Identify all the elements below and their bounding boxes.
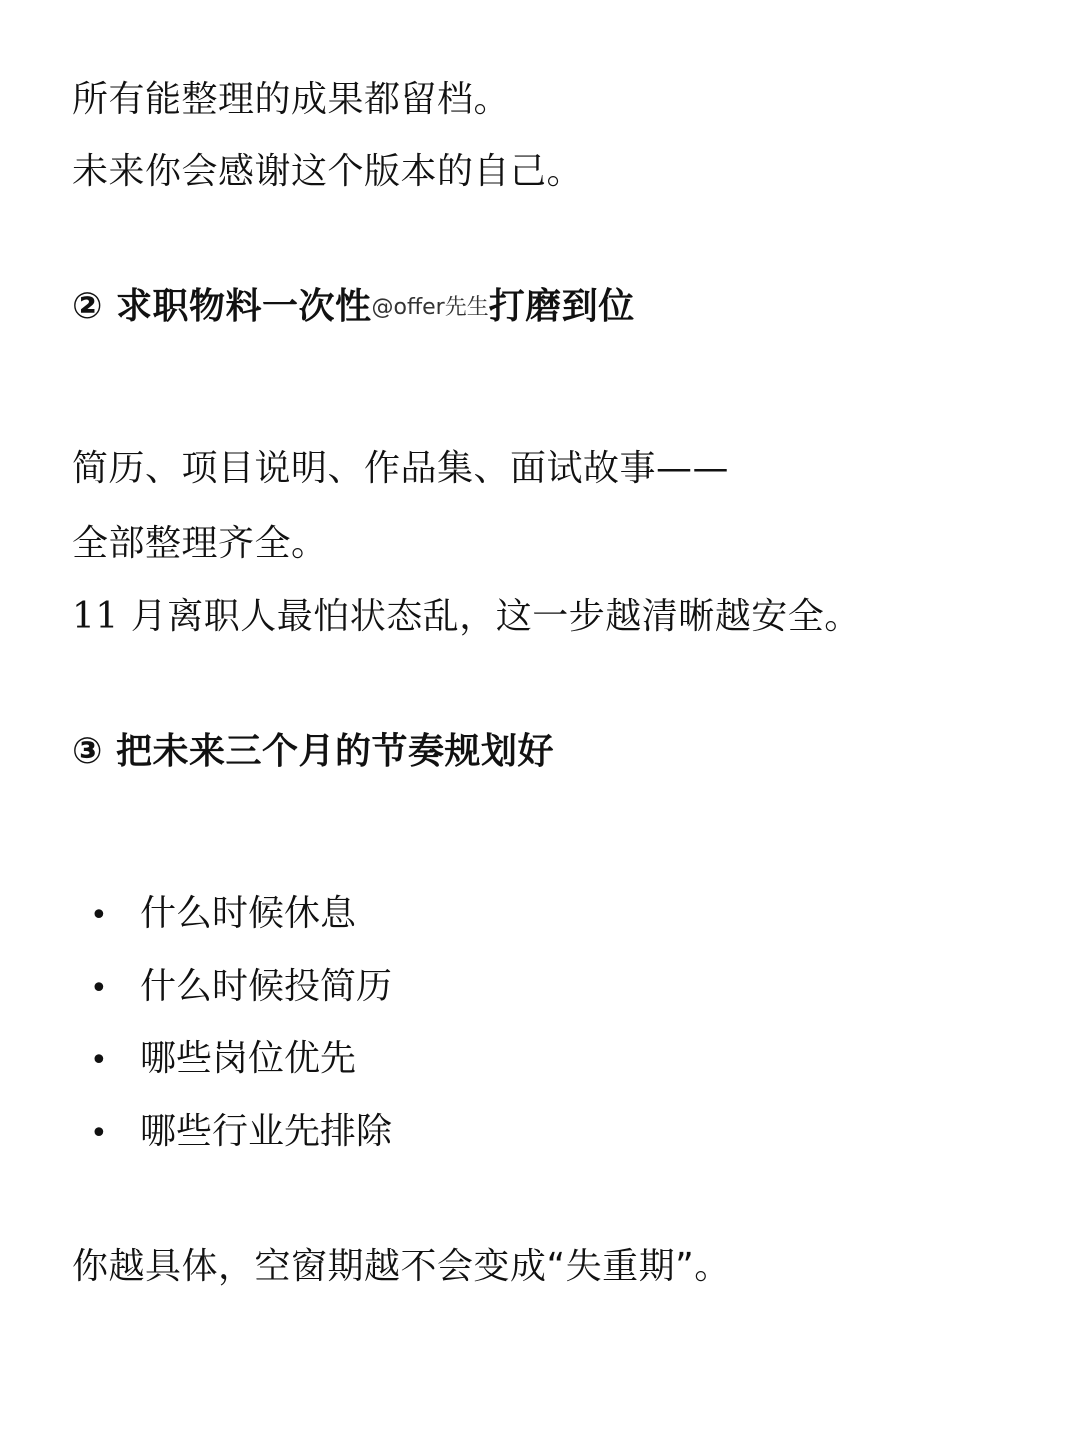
- bullet-icon: •: [90, 1043, 108, 1078]
- list-item: [90, 892, 356, 938]
- list-item: [90, 1110, 392, 1156]
- list-item-text: 哪些岗位优先: [140, 1038, 357, 1079]
- closing-line: 你越具体，空窗期越不会变成“失重期”。: [72, 1246, 731, 1287]
- bullet-icon: •: [90, 898, 108, 933]
- month-number: 11: [72, 596, 119, 637]
- paragraph-line: 简历、项目说明、作品集、面试故事——: [72, 448, 730, 489]
- section-3-heading: ③ 把未来三个月的节奏规划好: [72, 731, 555, 772]
- watermark: @offer先生: [371, 295, 489, 320]
- list-item: [90, 965, 392, 1011]
- section-2-heading-text: ② 求职物料一次性: [72, 286, 372, 327]
- list-item-text: 哪些行业先排除: [140, 1111, 393, 1152]
- section-2-heading: [72, 285, 635, 330]
- paragraph-line: [72, 595, 861, 639]
- bullet-icon: •: [90, 971, 108, 1006]
- paragraph-text: 月离职人最怕状态乱，这一步越清晰越安全。: [118, 596, 861, 637]
- paragraph-line: 未来你会感谢这个版本的自己。: [72, 151, 584, 192]
- list-item: [90, 1037, 356, 1083]
- list-item-text: 什么时候投简历: [140, 966, 393, 1007]
- paragraph-line: 所有能整理的成果都留档。: [72, 79, 511, 120]
- section-2-heading-text: 打磨到位: [488, 286, 635, 327]
- list-item-text: 什么时候休息: [140, 893, 357, 934]
- paragraph-line: 全部整理齐全。: [72, 523, 328, 564]
- bullet-icon: •: [90, 1116, 108, 1151]
